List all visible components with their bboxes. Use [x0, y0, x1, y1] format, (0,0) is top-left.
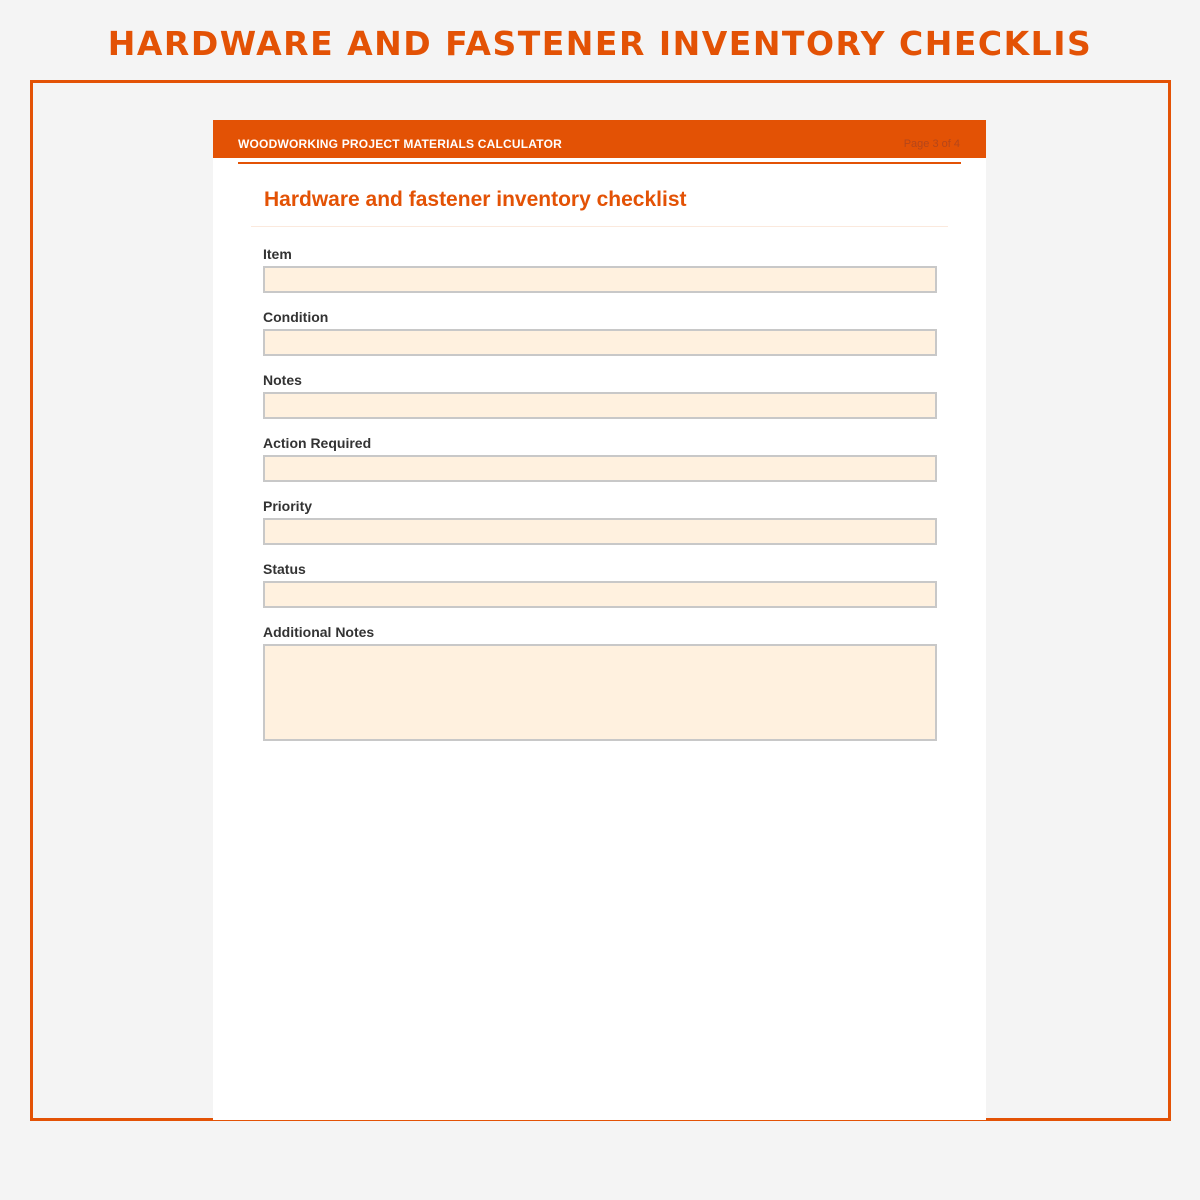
notes-input[interactable]	[263, 392, 937, 419]
header-divider	[238, 162, 961, 164]
condition-input[interactable]	[263, 329, 937, 356]
field-label-item: Item	[263, 246, 292, 262]
section-title: Hardware and fastener inventory checklist	[264, 188, 687, 211]
page-header	[213, 120, 986, 158]
priority-input[interactable]	[263, 518, 937, 545]
field-notes	[263, 372, 937, 419]
title-divider	[251, 226, 948, 227]
field-label-additional-notes: Additional Notes	[263, 624, 375, 640]
status-input[interactable]	[263, 581, 937, 608]
field-label-notes: Notes	[263, 372, 302, 388]
field-condition	[263, 309, 937, 356]
additional-notes-textarea[interactable]	[263, 644, 937, 741]
field-additional-notes	[263, 624, 937, 741]
action-required-input[interactable]	[263, 455, 937, 482]
field-priority	[263, 498, 937, 545]
field-action-required	[263, 435, 937, 482]
field-status	[263, 561, 937, 608]
field-label-condition: Condition	[263, 309, 329, 325]
item-input[interactable]	[263, 266, 937, 293]
app-title: WOODWORKING PROJECT MATERIALS CALCULATOR	[238, 137, 562, 151]
field-label-status: Status	[263, 561, 306, 577]
banner-title: HARDWARE AND FASTENER INVENTORY CHECKLIS	[107, 24, 1093, 63]
form-page	[213, 120, 986, 1120]
page-indicator: Page 3 of 4	[903, 138, 960, 150]
field-label-priority: Priority	[263, 498, 313, 514]
field-item	[263, 246, 937, 293]
field-label-action-required: Action Required	[263, 435, 372, 451]
